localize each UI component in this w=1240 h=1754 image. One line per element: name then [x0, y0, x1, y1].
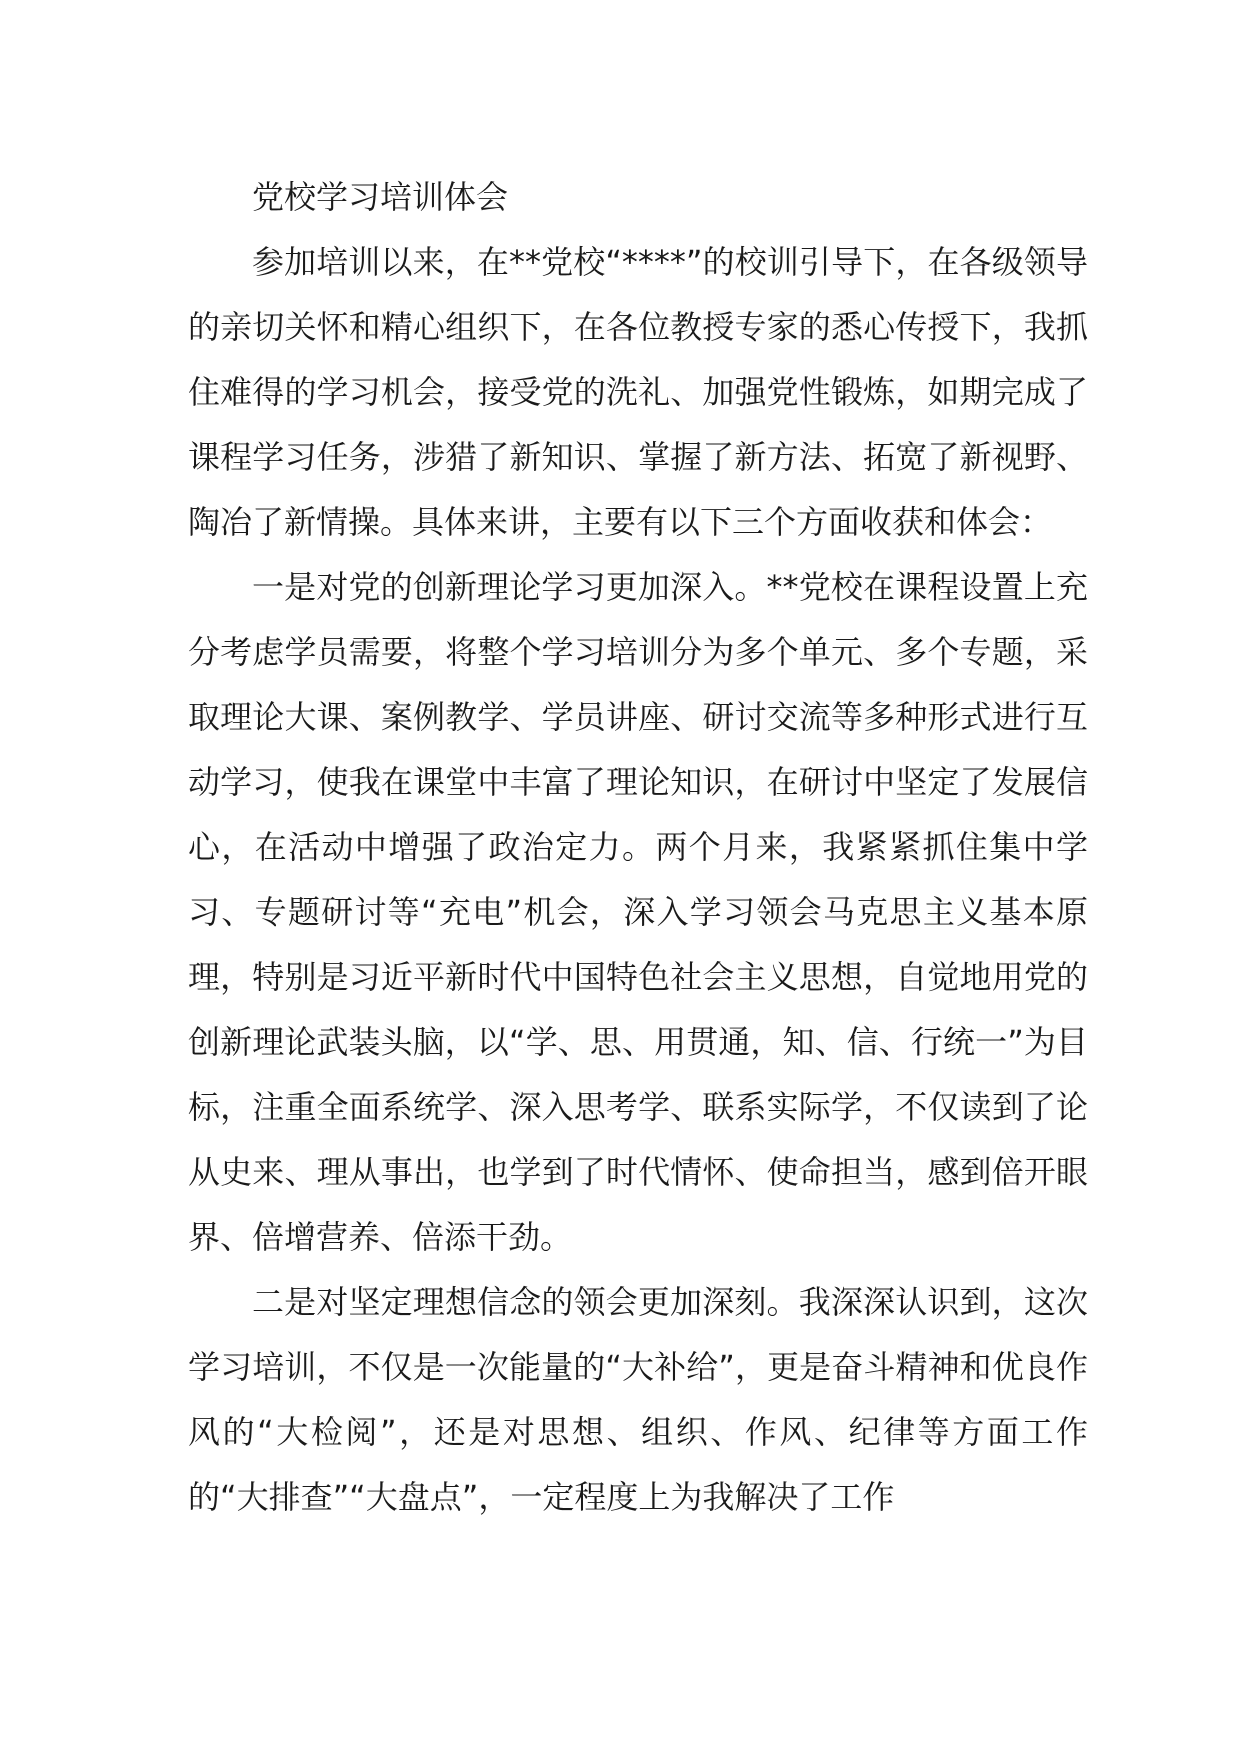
- paragraph-point-two: 二是对坚定理想信念的领会更加深刻。我深深认识到，这次学习培训，不仅是一次能量的“大补给”，更是奋斗精神和优良作风的“大检阅”，还是对思想、组织、作风、纪律等方面工作的“大排查”“大盘点”，一定程度上为我解决了工作: [188, 1283, 1088, 1516]
- document-title: 党校学习培训体会: [252, 178, 509, 216]
- paragraph-point-one: 一是对党的创新理论学习更加深入。**党校在课程设置上充分考虑学员需要，将整个学习培训分为多个单元、多个专题，采取理论大课、案例教学、学员讲座、研讨交流等多种形式进行互动学习，使我在课堂中丰富了理论知识，在研讨中坚定了发展信心，在活动中增强了政治定力。两个月来，我紧紧抓住集中学习、专题研讨等“充电”机会，深入学习领会马克思主义基本原理，特别是习近平新时代中国特色社会主义思想，自觉地用党的创新理论武装头脑，以“学、思、用贯通，知、信、行统一”为目标，注重全面系统学、深入思考学、联系实际学，不仅读到了论从史来、理从事出，也学到了时代情怀、使命担当，感到倍开眼界、倍增营养、倍添干劲。: [188, 568, 1088, 1256]
- document-body: [188, 165, 1088, 1530]
- paragraph-intro: 参加培训以来，在**党校“****”的校训引导下，在各级领导的亲切关怀和精心组织下，在各位教授专家的悉心传授下，我抓住难得的学习机会，接受党的洗礼、加强党性锻炼，如期完成了课程学习任务，涉猎了新知识、掌握了新方法、拓宽了新视野、陶冶了新情操。具体来讲，主要有以下三个方面收获和体会：: [188, 243, 1088, 541]
